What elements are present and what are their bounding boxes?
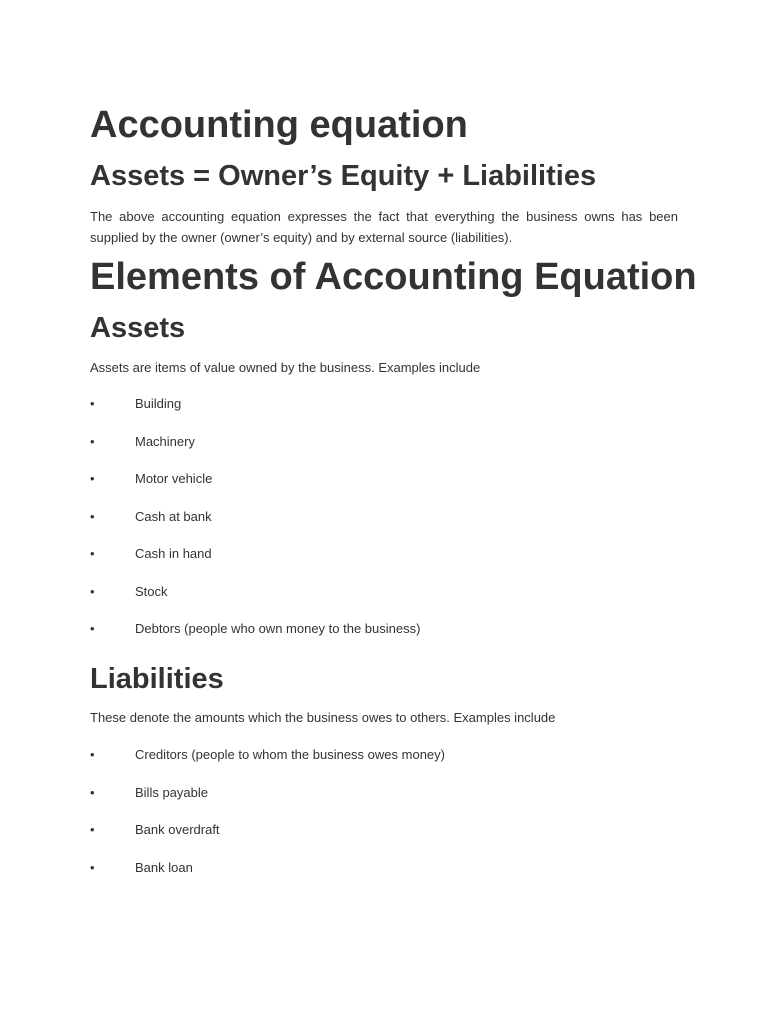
assets-description: Assets are items of value owned by the business. Examples include <box>90 360 481 375</box>
bullet-icon: • <box>90 471 95 486</box>
list-item-text: Debtors (people who own money to the business) <box>135 621 421 636</box>
list-item <box>90 433 678 471</box>
bullet-icon: • <box>90 747 95 762</box>
liabilities-heading: Liabilities <box>90 663 224 695</box>
bullet-icon: • <box>90 784 95 800</box>
bullet-icon: • <box>90 508 95 524</box>
list-item <box>90 583 678 621</box>
intro-paragraph: The above accounting equation expresses the fact that everything the business owns has been supplied by the owner (owner’s equity) and by external source (liabilities). <box>90 209 678 245</box>
bullet-icon: • <box>90 396 95 411</box>
list-item-text: Bank overdraft <box>135 822 220 837</box>
list-item <box>90 859 678 897</box>
list-item <box>90 545 678 583</box>
liabilities-description: These denote the amounts which the business owes to others. Examples include <box>90 710 556 725</box>
bullet-icon: • <box>90 433 95 449</box>
liabilities-list <box>90 746 678 896</box>
assets-list <box>90 395 678 658</box>
list-item-text: Stock <box>135 583 168 599</box>
list-item-text: Bills payable <box>135 784 208 800</box>
list-item <box>90 620 678 658</box>
elements-heading: Elements of Accounting Equation <box>90 256 697 298</box>
list-item <box>90 508 678 546</box>
list-item-text: Cash at bank <box>135 508 212 524</box>
bullet-icon: • <box>90 859 95 875</box>
list-item-text: Building <box>135 396 182 411</box>
list-item <box>90 395 678 433</box>
list-item-text: Cash in hand <box>135 546 212 561</box>
bullet-icon: • <box>90 621 95 636</box>
list-item <box>90 821 678 859</box>
list-item-text: Creditors (people to whom the business owes money) <box>135 747 445 762</box>
bullet-icon: • <box>90 583 95 599</box>
list-item-text: Machinery <box>135 433 195 449</box>
list-item-text: Motor vehicle <box>135 471 213 486</box>
assets-heading: Assets <box>90 312 186 344</box>
bullet-icon: • <box>90 822 95 837</box>
list-item-text: Bank loan <box>135 859 193 875</box>
list-item <box>90 784 678 822</box>
page-title: Accounting equation <box>90 104 468 146</box>
list-item <box>90 470 678 508</box>
equation-heading: Assets = Owner’s Equity + Liabilities <box>90 160 597 192</box>
list-item <box>90 746 678 784</box>
bullet-icon: • <box>90 546 95 561</box>
